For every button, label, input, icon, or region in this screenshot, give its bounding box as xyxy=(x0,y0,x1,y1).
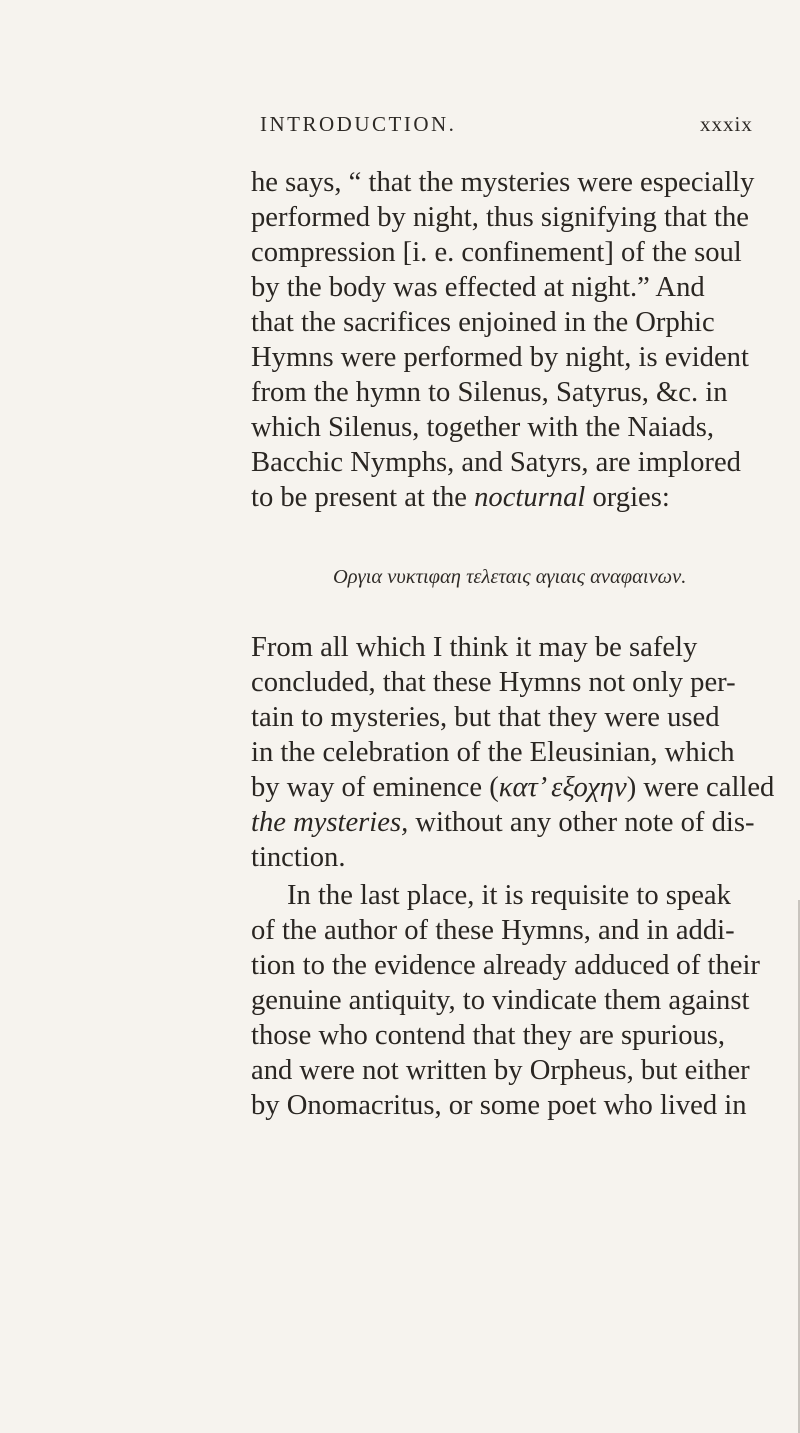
text-line: he says, “ that the mysteries were especially xyxy=(251,167,755,198)
text-line: tion to the evidence already adduced of their xyxy=(251,950,760,981)
text-segment: without any other note of dis- xyxy=(408,807,755,838)
greek-quotation: Οργια νυκτιφαη τελεταις αγιαις αναφαινων. xyxy=(333,566,687,588)
text-line: and were not written by Orpheus, but either xyxy=(251,1055,750,1086)
running-title: INTRODUCTION. xyxy=(260,112,457,136)
text-line: by the body was effected at night.” And xyxy=(251,272,705,303)
text-line: tain to mysteries, but that they were used xyxy=(251,702,720,733)
text-line: which Silenus, together with the Naiads, xyxy=(251,412,714,443)
text-segment: to be present at the xyxy=(251,482,475,513)
text-line xyxy=(251,480,670,516)
text-line xyxy=(251,770,774,806)
text-line: In the last place, it is requisite to speak xyxy=(287,880,731,911)
page-header xyxy=(260,112,800,144)
text-line: From all which I think it may be safely xyxy=(251,632,698,663)
italic-term-the-mysteries: the mysteries, xyxy=(251,807,409,838)
text-line: performed by night, thus signifying that the xyxy=(251,202,749,233)
italic-term-nocturnal: nocturnal xyxy=(474,482,586,513)
text-line: in the celebration of the Eleusinian, which xyxy=(251,737,735,768)
text-line: compression [i. e. confinement] of the soul xyxy=(251,237,742,268)
text-segment: ) were called xyxy=(626,772,775,803)
text-line: concluded, that these Hymns not only per- xyxy=(251,667,736,698)
text-segment: by way of eminence ( xyxy=(251,772,499,803)
text-line: from the hymn to Silenus, Satyrus, &c. in xyxy=(251,377,728,408)
text-line: Hymns were performed by night, is evident xyxy=(251,342,749,373)
text-segment: orgies: xyxy=(585,482,670,513)
text-line: by Onomacritus, or some poet who lived in xyxy=(251,1090,747,1121)
text-line: tinction. xyxy=(251,842,346,873)
text-line: Bacchic Nymphs, and Satyrs, are implored xyxy=(251,447,741,478)
text-line: of the author of these Hymns, and in addi- xyxy=(251,915,735,946)
text-line: genuine antiquity, to vindicate them against xyxy=(251,985,750,1016)
greek-inline-term: κατ’ εξοχην xyxy=(498,772,627,803)
page-number: xxxix xyxy=(700,112,753,136)
text-line: that the sacrifices enjoined in the Orphic xyxy=(251,307,715,338)
text-line: those who contend that they are spurious, xyxy=(251,1020,726,1051)
text-line xyxy=(251,805,754,841)
